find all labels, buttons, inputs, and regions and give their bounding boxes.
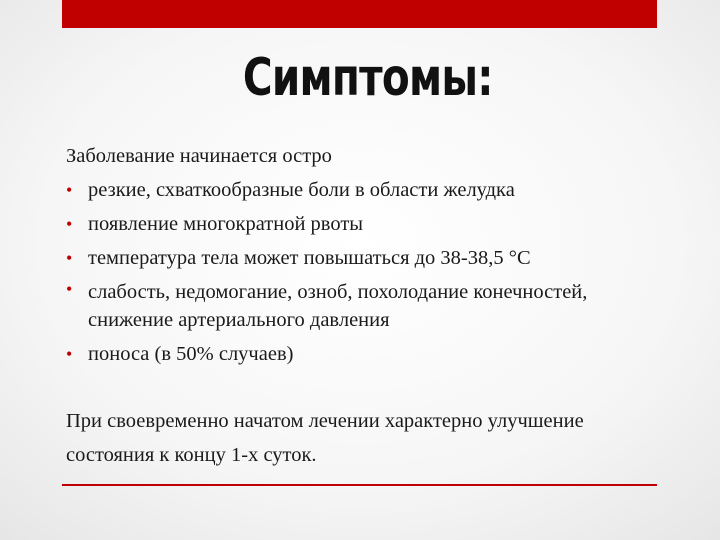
list-item	[66, 275, 666, 337]
list-item	[66, 241, 666, 275]
bullet-text: слабость, недомогание, озноб, похолодание конечностей, снижение артериального давления	[88, 281, 588, 331]
symptom-list	[66, 173, 666, 371]
list-item	[66, 207, 666, 241]
bullet-text: температура тела может повышаться до 38-38,5 °С	[88, 247, 531, 269]
bottom-divider	[62, 484, 657, 486]
bullet-icon: •	[66, 180, 73, 200]
bullet-icon: •	[66, 248, 73, 268]
bullet-icon: •	[66, 214, 73, 234]
list-item	[66, 173, 666, 207]
intro-text: Заболевание начинается остро	[66, 145, 332, 167]
bullet-icon: •	[66, 344, 73, 364]
bullet-text: резкие, схваткообразные боли в области желудка	[88, 179, 515, 201]
bullet-text: появление многократной рвоты	[88, 213, 364, 235]
bullet-icon: •	[66, 279, 73, 299]
list-item	[66, 337, 666, 371]
top-accent-bar	[62, 0, 657, 28]
bullet-text: поноса (в 50% случаев)	[88, 343, 294, 365]
conclusion-text: При своевременно начатом лечении характерно улучшение состояния к концу 1-х суток.	[66, 410, 584, 466]
slide-body	[66, 139, 666, 371]
slide-title: Симптомы:	[242, 48, 493, 108]
